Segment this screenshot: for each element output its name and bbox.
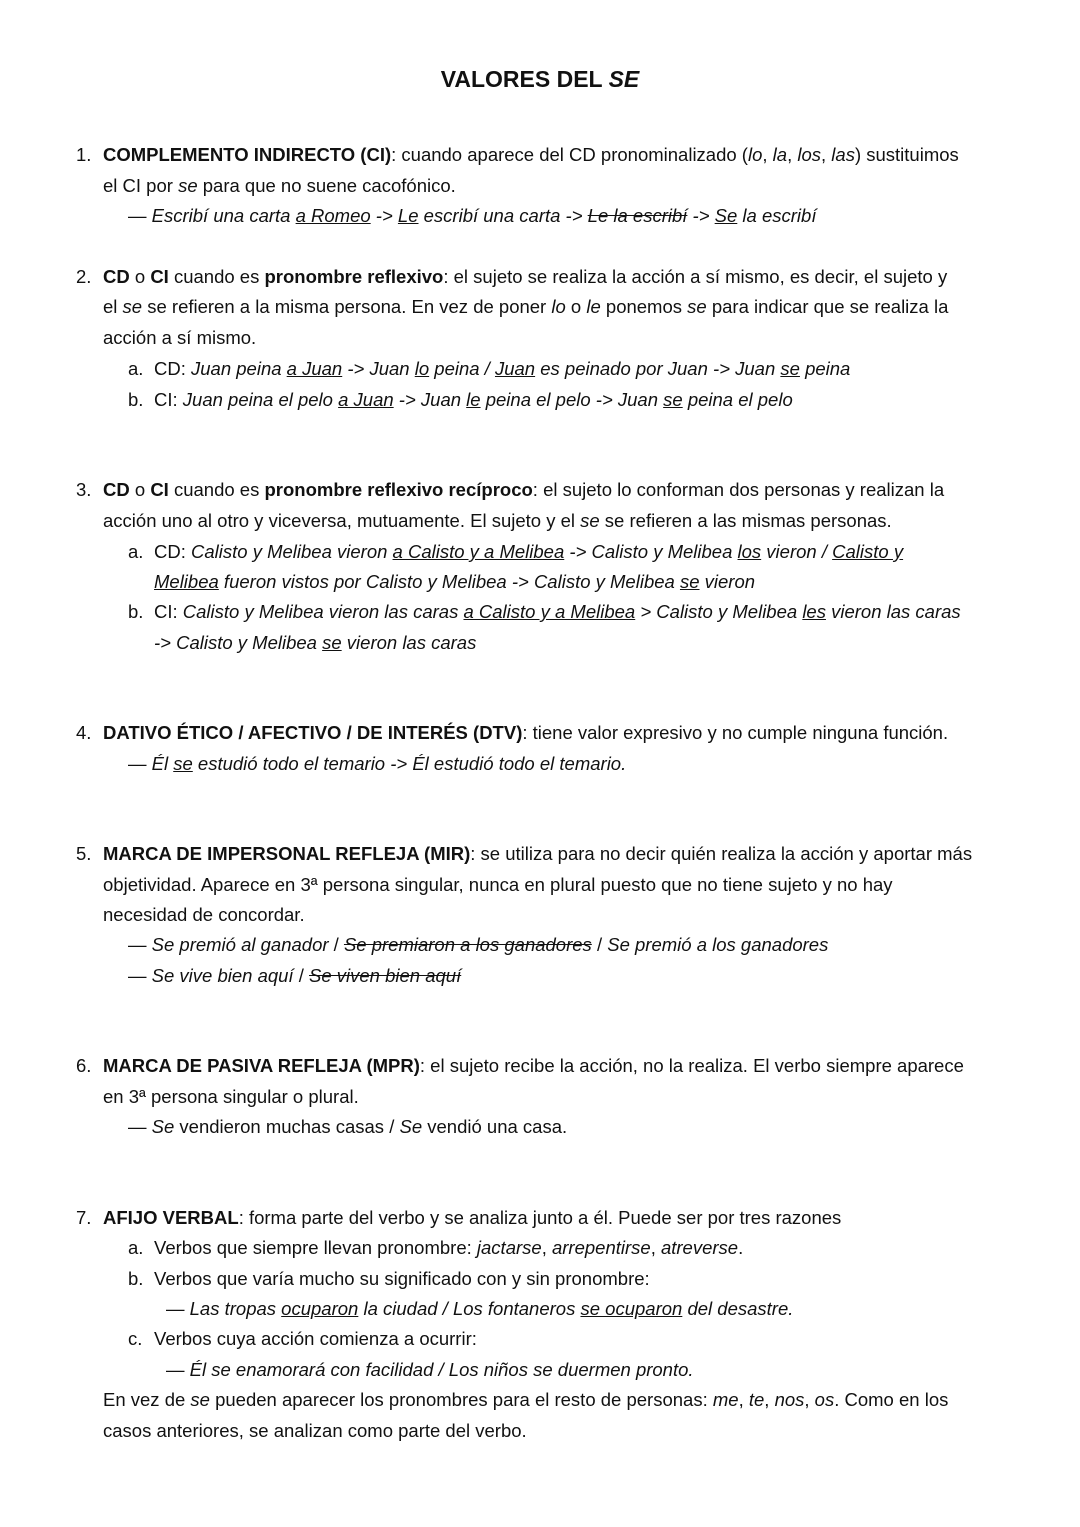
example-line: — Se vive bien aquí / Se viven bien aquí xyxy=(128,965,462,986)
example-line: — Él se estudió todo el temario -> Él estudió todo el temario. xyxy=(128,753,627,774)
section-text: en 3ª persona singular o plural. xyxy=(103,1086,359,1107)
section-number: 5. xyxy=(76,843,92,864)
example-line: CI: Juan peina el pelo a Juan -> Juan le peina el pelo -> Juan se peina el pelo xyxy=(154,389,793,410)
page-title: VALORES DEL SE xyxy=(440,66,640,92)
section-text: el CI por se para que no suene cacofónico. xyxy=(103,175,456,196)
section-text: acción uno al otro y viceversa, mutuamente. El sujeto y el se se refieren a las mismas personas. xyxy=(103,510,892,531)
list-marker: a. xyxy=(128,541,144,562)
section-text: necesidad de concordar. xyxy=(103,904,305,925)
section-number: 4. xyxy=(76,722,92,743)
example-line: — Las tropas ocuparon la ciudad / Los fontaneros se ocuparon del desastre. xyxy=(166,1298,794,1319)
example-line: -> Calisto y Melibea se vieron las caras xyxy=(154,632,477,653)
example-line: CD: Juan peina a Juan -> Juan lo peina / Juan es peinado por Juan -> Juan se peina xyxy=(154,358,851,379)
example-line: CI: Calisto y Melibea vieron las caras a Calisto y a Melibea > Calisto y Melibea les vieron las caras xyxy=(154,601,961,622)
section-text: AFIJO VERBAL: forma parte del verbo y se analiza junto a él. Puede ser por tres razones xyxy=(103,1207,842,1228)
section-text: objetividad. Aparece en 3ª persona singular, nunca en plural puesto que no tiene sujeto y no hay xyxy=(103,874,893,895)
example-line: — Escribí una carta a Romeo -> Le escribí una carta -> Le la escribí -> Se la escribí xyxy=(128,205,817,226)
section-text: acción a sí mismo. xyxy=(103,327,257,348)
list-marker: b. xyxy=(128,389,144,410)
section-text: el se se refieren a la misma persona. En vez de poner lo o le ponemos se para indicar que se realiza la xyxy=(103,296,949,317)
section-text: COMPLEMENTO INDIRECTO (CI): cuando aparece del CD pronominalizado (lo, la, los, las) sustituimos xyxy=(103,144,959,165)
example-line: — Él se enamorará con facilidad / Los niños se duermen pronto. xyxy=(166,1359,694,1380)
section-number: 6. xyxy=(76,1055,92,1076)
example-line: Melibea fueron vistos por Calisto y Melibea -> Calisto y Melibea se vieron xyxy=(154,571,756,592)
section-number: 2. xyxy=(76,266,92,287)
example-line: — Se vendieron muchas casas / Se vendió una casa. xyxy=(128,1116,568,1137)
section-text: MARCA DE PASIVA REFLEJA (MPR): el sujeto recibe la acción, no la realiza. El verbo siempre aparece xyxy=(103,1055,964,1076)
section-text: casos anteriores, se analizan como parte del verbo. xyxy=(103,1420,527,1441)
section-text: CD o CI cuando es pronombre reflexivo: el sujeto se realiza la acción a sí mismo, es decir, el sujeto y xyxy=(103,266,948,287)
section-number: 1. xyxy=(76,144,92,165)
list-item: Verbos que siempre llevan pronombre: jactarse, arrepentirse, atreverse. xyxy=(154,1237,744,1258)
section-text: En vez de se pueden aparecer los pronombres para el resto de personas: me, te, nos, os. Como en los xyxy=(103,1389,949,1410)
example-line: — Se premió al ganador / Se premiaron a los ganadores / Se premió a los ganadores xyxy=(128,934,829,955)
section-number: 3. xyxy=(76,479,92,500)
section-text: CD o CI cuando es pronombre reflexivo recíproco: el sujeto lo conforman dos personas y realizan la xyxy=(103,479,945,500)
list-marker: b. xyxy=(128,1268,144,1289)
list-item: Verbos cuya acción comienza a ocurrir: xyxy=(154,1328,477,1349)
section-text: MARCA DE IMPERSONAL REFLEJA (MIR): se utiliza para no decir quién realiza la acción y aportar más xyxy=(103,843,973,864)
list-marker: c. xyxy=(128,1328,143,1349)
section-number: 7. xyxy=(76,1207,92,1228)
section-text: DATIVO ÉTICO / AFECTIVO / DE INTERÉS (DTV): tiene valor expresivo y no cumple ninguna función. xyxy=(103,722,949,743)
example-line: CD: Calisto y Melibea vieron a Calisto y a Melibea -> Calisto y Melibea los vieron / Calisto y xyxy=(154,541,904,562)
list-marker: a. xyxy=(128,1237,144,1258)
list-marker: b. xyxy=(128,601,144,622)
list-item: Verbos que varía mucho su significado con y sin pronombre: xyxy=(154,1268,650,1289)
list-marker: a. xyxy=(128,358,144,379)
